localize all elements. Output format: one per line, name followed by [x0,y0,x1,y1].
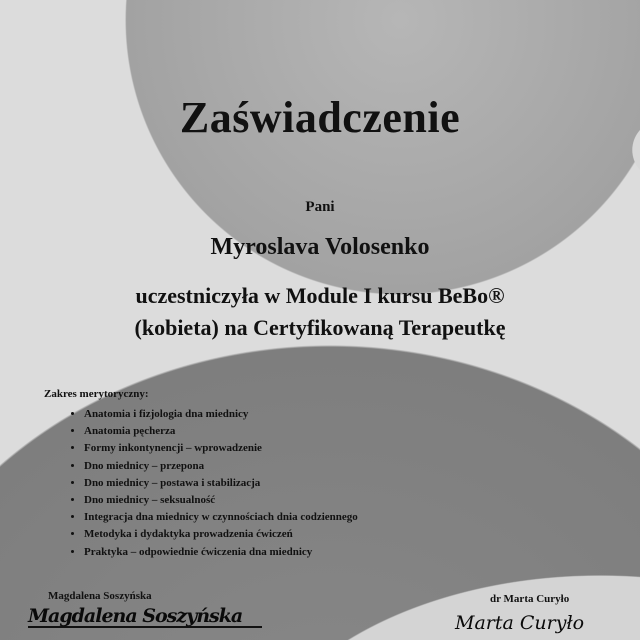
salutation: Pani [305,199,335,215]
scope-label: Zakres merytoryczny: [44,388,149,400]
list-item: • Anatomia pęcherza [84,423,484,440]
list-item: • Dno miednicy – postawa i stabilizacja [84,475,484,492]
list-item: • Metodyka i dydaktyka prowadzenia ćwiczeń [84,526,484,543]
signatory-name: dr Marta Curyło [490,593,570,605]
recipient-name: Myroslava Volosenko [210,234,430,260]
list-item: • Dno miednicy – przepona [84,458,484,475]
statement-line-2: (kobieta) na Certyfikowaną Terapeutkę [134,315,506,340]
list-item: • Formy inkontynencji – wprowadzenie [84,440,484,457]
handwritten-signature: Marta Curyło [455,612,585,634]
statement-line-1: uczestniczyła w Module I kursu BeBo® [135,283,505,308]
list-item: • Dno miednicy – seksualność [84,492,484,509]
scope-list [62,406,484,561]
list-item: • Anatomia i fizjologia dna miednicy [84,406,484,423]
signatory-name: Magdalena Soszyńska [48,590,152,602]
certificate-title: Zaświadczenie [179,93,461,142]
list-item: • Praktyka – odpowiednie ćwiczenia dna miednicy [84,544,484,561]
list-item: • Integracja dna miednicy w czynnościach dnia codziennego [84,509,484,526]
handwritten-signature: Magdalena Soszyńska [28,606,262,628]
